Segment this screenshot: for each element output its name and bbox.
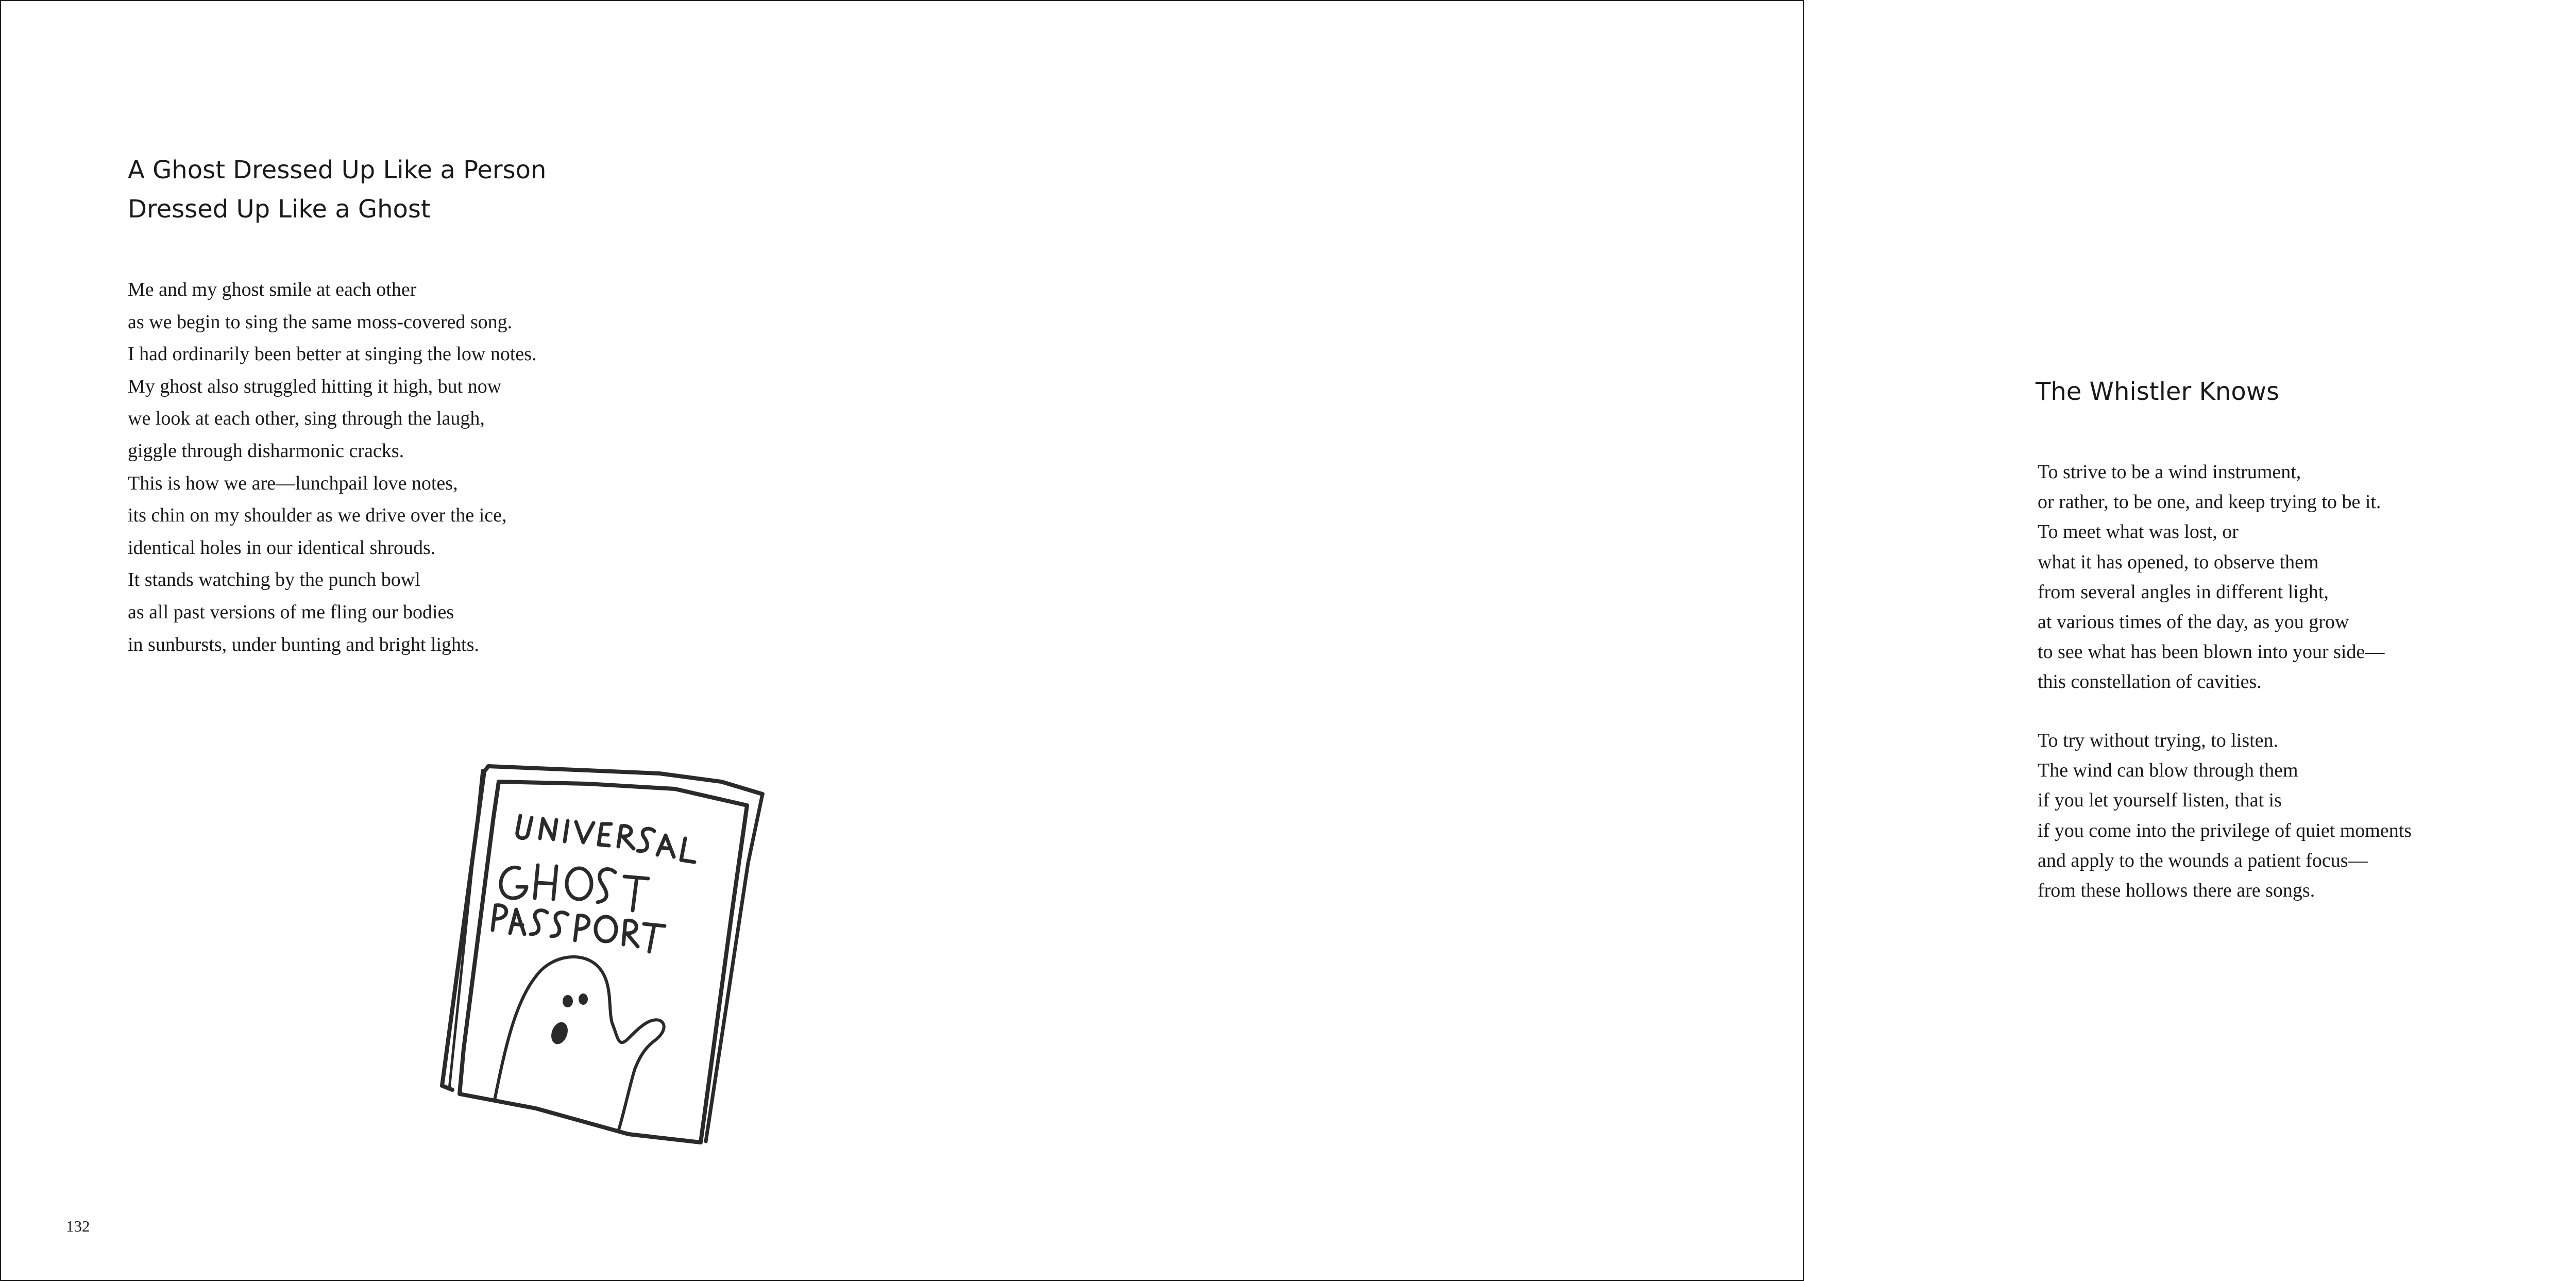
poem-line: from these hollows there are songs. [2038, 880, 2315, 902]
poem-stanza [2038, 457, 2384, 697]
ghost-passport-drawing-icon [433, 760, 773, 1157]
poem-line: Me and my ghost smile at each other [128, 279, 417, 300]
poem-stanza [128, 274, 537, 661]
poem-line: what it has opened, to observe them [2038, 551, 2319, 573]
poem-line: if you let yourself listen, that is [2038, 789, 2282, 812]
poem-line: and apply to the wounds a patient focus— [2038, 849, 2368, 871]
poem-line: This is how we are—lunchpail love notes, [128, 472, 458, 494]
poem-line: as all past versions of me fling our bodies [128, 601, 454, 623]
poem-line: or rather, to be one, and keep trying to be it. [2038, 491, 2381, 513]
poem-line: as we begin to sing the same moss-covered song. [128, 311, 513, 333]
poem-stanza [2038, 726, 2412, 905]
poem-line: It stands watching by the punch bowl [128, 569, 420, 591]
poem-title [2036, 372, 2279, 411]
poem-line: giggle through disharmonic cracks. [128, 440, 404, 462]
poem-title [128, 150, 546, 229]
poem-line: The wind can blow through them [2038, 760, 2298, 782]
poem-line: from several angles in different light, [2038, 581, 2329, 603]
poem-title-line: The Whistler Knows [2036, 377, 2279, 406]
poem-line: My ghost also struggled hitting it high, but now [128, 375, 502, 397]
poem-line: this constellation of cavities. [2038, 671, 2262, 693]
poem-line: To meet what was lost, or [2038, 521, 2239, 543]
poem-line: identical holes in our identical shrouds. [128, 536, 436, 559]
poem-line: its chin on my shoulder as we drive over the ice, [128, 504, 507, 527]
poem-line: to see what has been blown into your side— [2038, 641, 2385, 663]
poem-line: we look at each other, sing through the laugh, [128, 408, 485, 430]
poem-line: at various times of the day, as you grow [2038, 611, 2349, 633]
poem-line: To strive to be a wind instrument, [2038, 461, 2301, 483]
poem-title-line: Dressed Up Like a Ghost [128, 195, 431, 224]
poem-line: To try without trying, to listen. [2038, 730, 2279, 751]
poem-line: I had ordinarily been better at singing the low notes. [128, 343, 537, 365]
page-number: 132 [66, 1217, 90, 1235]
poem-title-line: A Ghost Dressed Up Like a Person [128, 156, 547, 184]
left-page [0, 0, 902, 1281]
poem-line: in sunbursts, under bunting and bright lights. [128, 633, 479, 655]
right-page [902, 0, 2412, 1281]
poem-line: if you come into the privilege of quiet moments [2038, 819, 2412, 841]
